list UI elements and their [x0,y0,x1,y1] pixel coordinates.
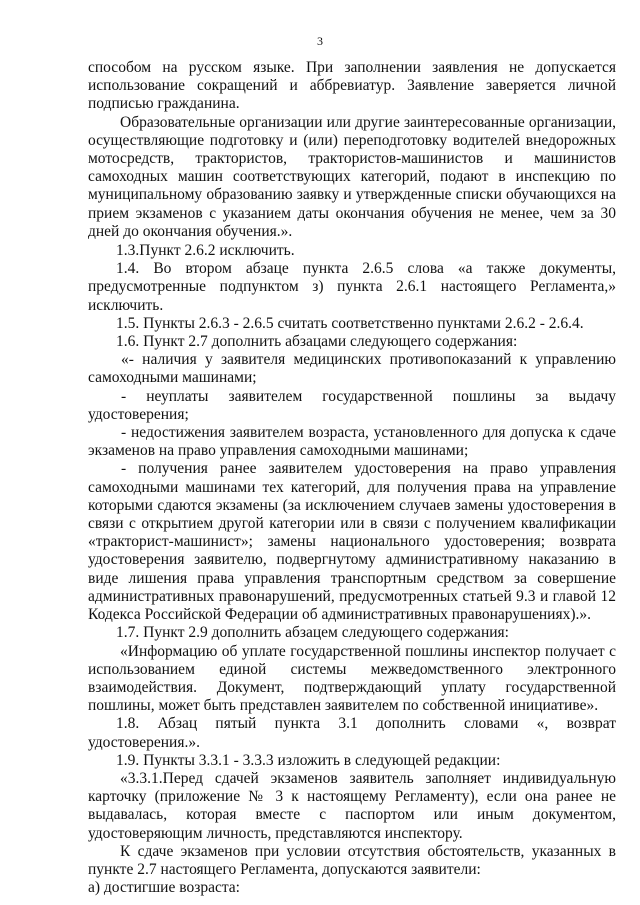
paragraph-item-3-3-1: «3.3.1.Перед сдачей экзаменов заявитель заполняет индивидуальную карточку (приложение № 3 к настоящему Регламенту), если она ранее не выдавалась, которая вместе с паспортом или иным документом, удостоверяющим личность, представляются инспектору. [88,769,616,842]
paragraph-application-language: способом на русском языке. При заполнении заявления не допускается использование сокращений и аббревиатур. Заявление заверяется личной подписью гражданина. [88,59,616,113]
paragraph-item-1-4: 1.4. Во втором абзаце пункта 2.6.5 слова «а также документы, предусмотренные подпунктом з) пункта 2.6.1 настоящего Регламента,» исключить. [88,260,616,314]
list-item-age-not-reached: - недостижения заявителем возраста, установленного для допуска к сдаче экзаменов на право управления самоходными машинами; [88,424,616,460]
paragraph-item-1-8: 1.8. Абзац пятый пункта 3.1 дополнить словами «, возврат удостоверения.». [88,715,616,751]
paragraph-item-1-7: 1.7. Пункт 2.9 дополнить абзацем следующего содержания: [116,624,509,642]
paragraph-age-condition: а) достигшие возраста: [88,879,240,897]
list-item-unpaid-state-fee: - неуплаты заявителем государственной пошлины за выдачу удостоверения; [88,387,616,423]
paragraph-education-organizations: Образовательные организации или другие заинтересованные организации, осуществляющие подготовку и (или) переподготовку водителей внедорожных мотосредств, трактористов, трактористов-машинистов и машинистов самоходных машин соответствующих категорий, подают в инспекцию по муниципальному образованию заявку и утвержденные списки обучающихся на прием экзаменов с указанием даты окончания обучения не менее, чем за 30 дней до окончания обучения.». [88,113,616,240]
paragraph-exam-admission: К сдаче экзаменов при условии отсутствия обстоятельств, указанных в пункте 2.7 настоящего Регламента, допускаются заявители: [88,842,616,878]
list-item-previous-license: - получения ранее заявителем удостоверения на право управления самоходными машинами тех категорий, для получения права на управление которыми сдаются экзамены (за исключением случаев замены удостоверения в связи с открытием другой категории или в связи с получением квалификации «тракторист-машинист»; замены национального удостоверения; возврата удостоверения заявителю, подвергнутому административному наказанию в виде лишения права управления транспортным средством за совершение административных правонарушений, предусмотренных статьей 9.3 и главой 12 Кодекса Российской Федерации об административных правонарушениях).». [88,460,616,624]
paragraph-item-1-3: 1.3.Пункт 2.6.2 исключить. [116,242,295,260]
paragraph-item-1-6: 1.6. Пункт 2.7 дополнить абзацами следующего содержания: [116,333,518,351]
page-number: 3 [317,34,323,48]
paragraph-item-1-5: 1.5. Пункты 2.6.3 - 2.6.5 считать соответственно пунктами 2.6.2 - 2.6.4. [116,314,584,332]
list-item-medical-contraindications: «- наличия у заявителя медицинских противопоказаний к управлению самоходными машинами; [88,351,616,387]
document-body [88,59,616,897]
paragraph-item-1-9: 1.9. Пункты 3.3.1 - 3.3.3 изложить в следующей редакции: [116,751,501,769]
paragraph-state-fee-information: «Информацию об уплате государственной пошлины инспектор получает с использованием единой системы межведомственного электронного взаимодействия. Документ, подтверждающий уплату государственной пошлины, может быть представлен заявителем по собственной инициативе». [88,642,616,715]
